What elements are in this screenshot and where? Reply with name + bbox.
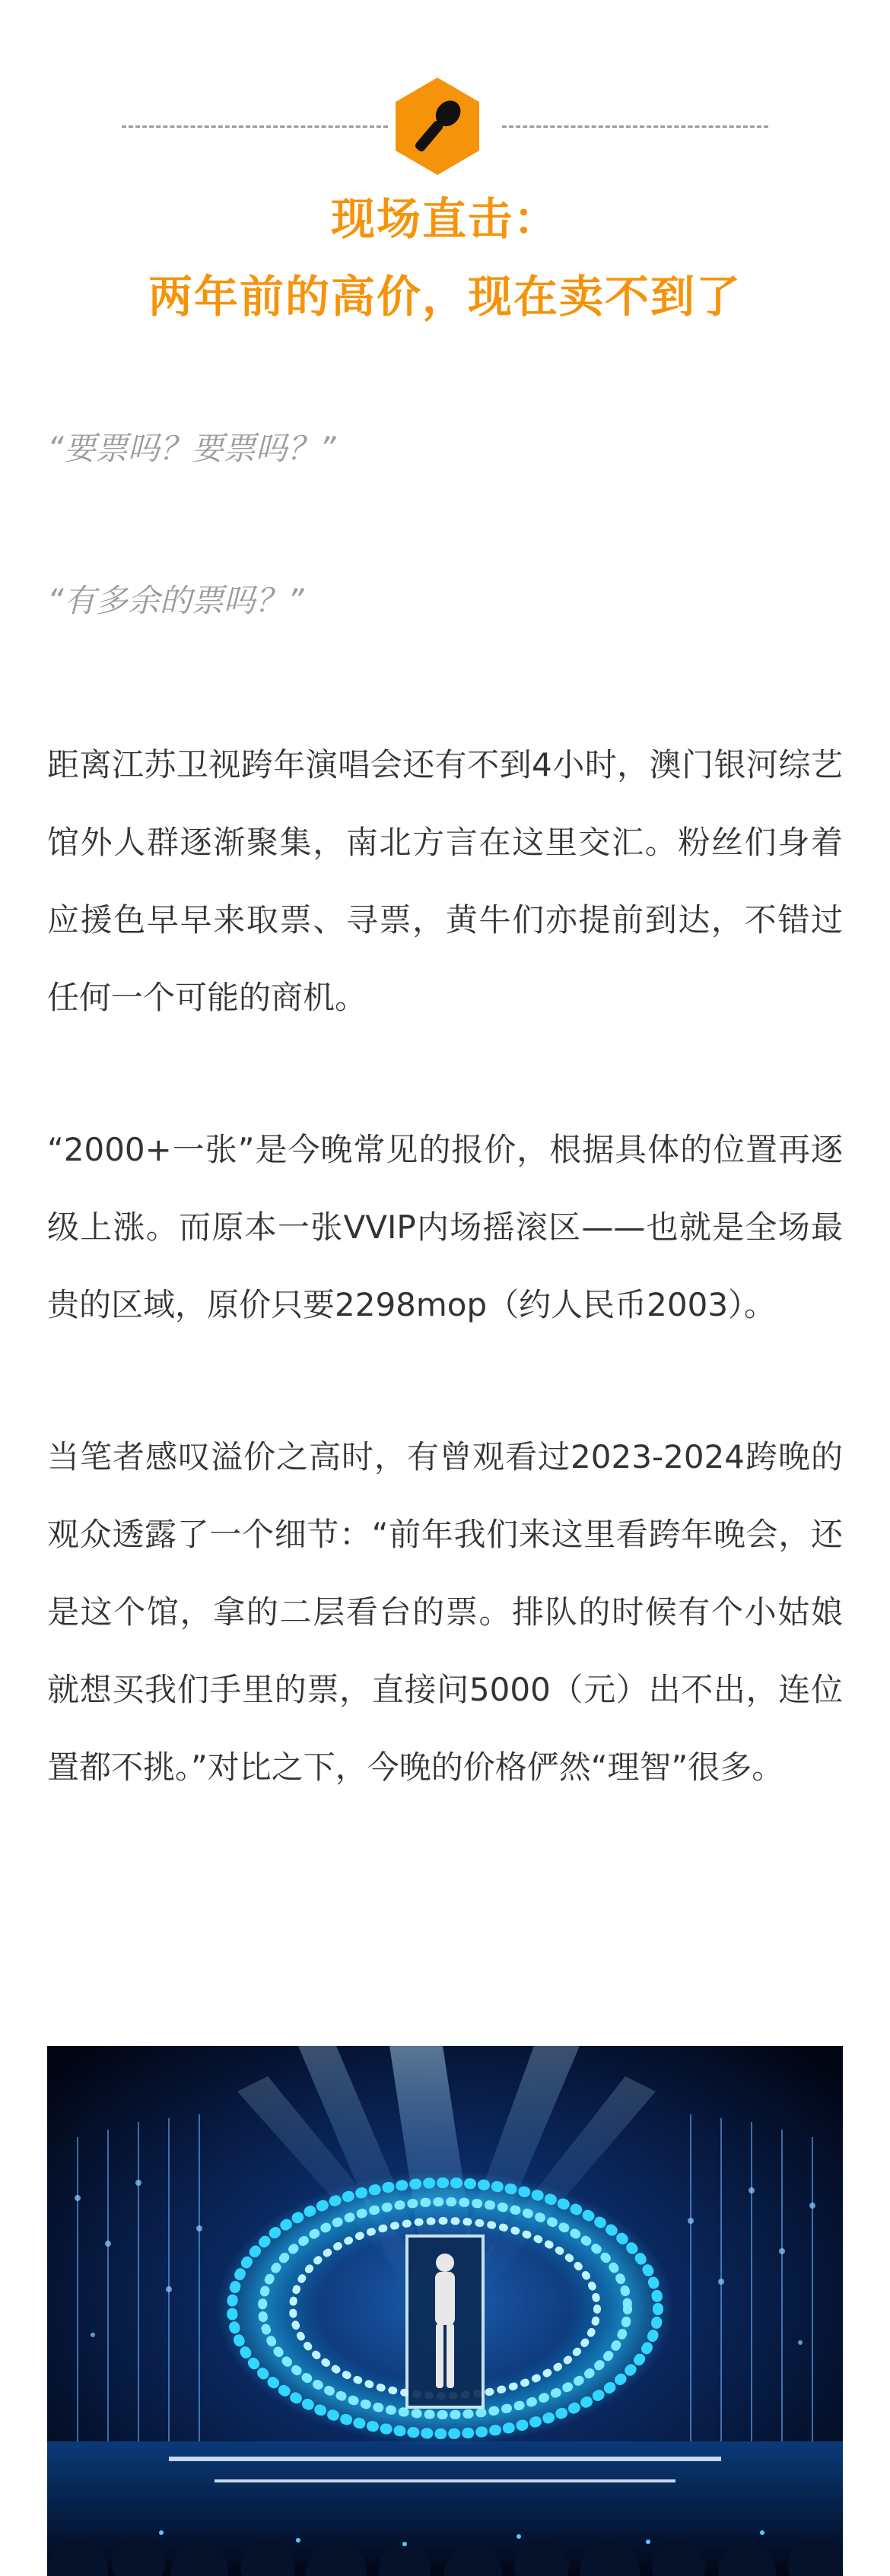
article-body bbox=[47, 422, 843, 1806]
stage-illustration bbox=[47, 2046, 843, 2576]
paragraph-3: 当笔者感叹溢价之高时，有曾观看过2023-2024跨晚的观众透露了一个细节：“前年我们来这里看跨年晚会，还是这个馆，拿的二层看台的票。排队的时候有个小姑娘就想买我们手里的票，直接问5000（元）出不出，连位置都不挑。”对比之下，今晚的价格俨然“理智”很多。 bbox=[47, 1438, 843, 1786]
title-line-1: 现场直击： bbox=[330, 193, 559, 245]
quote-1: “要票吗？要票吗？” bbox=[47, 430, 336, 467]
title-line-2: 两年前的高价，现在卖不到了 bbox=[148, 271, 742, 322]
quote-2: “有多余的票吗？” bbox=[47, 582, 304, 619]
dashed-divider-left bbox=[122, 125, 388, 128]
paragraph-1: 距离江苏卫视跨年演唱会还有不到4小时，澳门银河综艺馆外人群逐渐聚集，南北方言在这里交汇。粉丝们身着应援色早早来取票、寻票，黄牛们亦提前到达，不错过任何一个可能的商机。 bbox=[47, 746, 843, 1016]
concert-stage-photo bbox=[47, 2046, 843, 2576]
paragraph-2: “2000+一张”是今晚常见的报价，根据具体的位置再逐级上涨。而原本一张VVIP内场摇滚区——也就是全场最贵的区域，原价只要2298mop（约人民币2003）。 bbox=[47, 1131, 843, 1323]
dashed-divider-right bbox=[502, 125, 768, 128]
microphone-icon bbox=[387, 76, 488, 176]
section-header bbox=[0, 0, 890, 350]
